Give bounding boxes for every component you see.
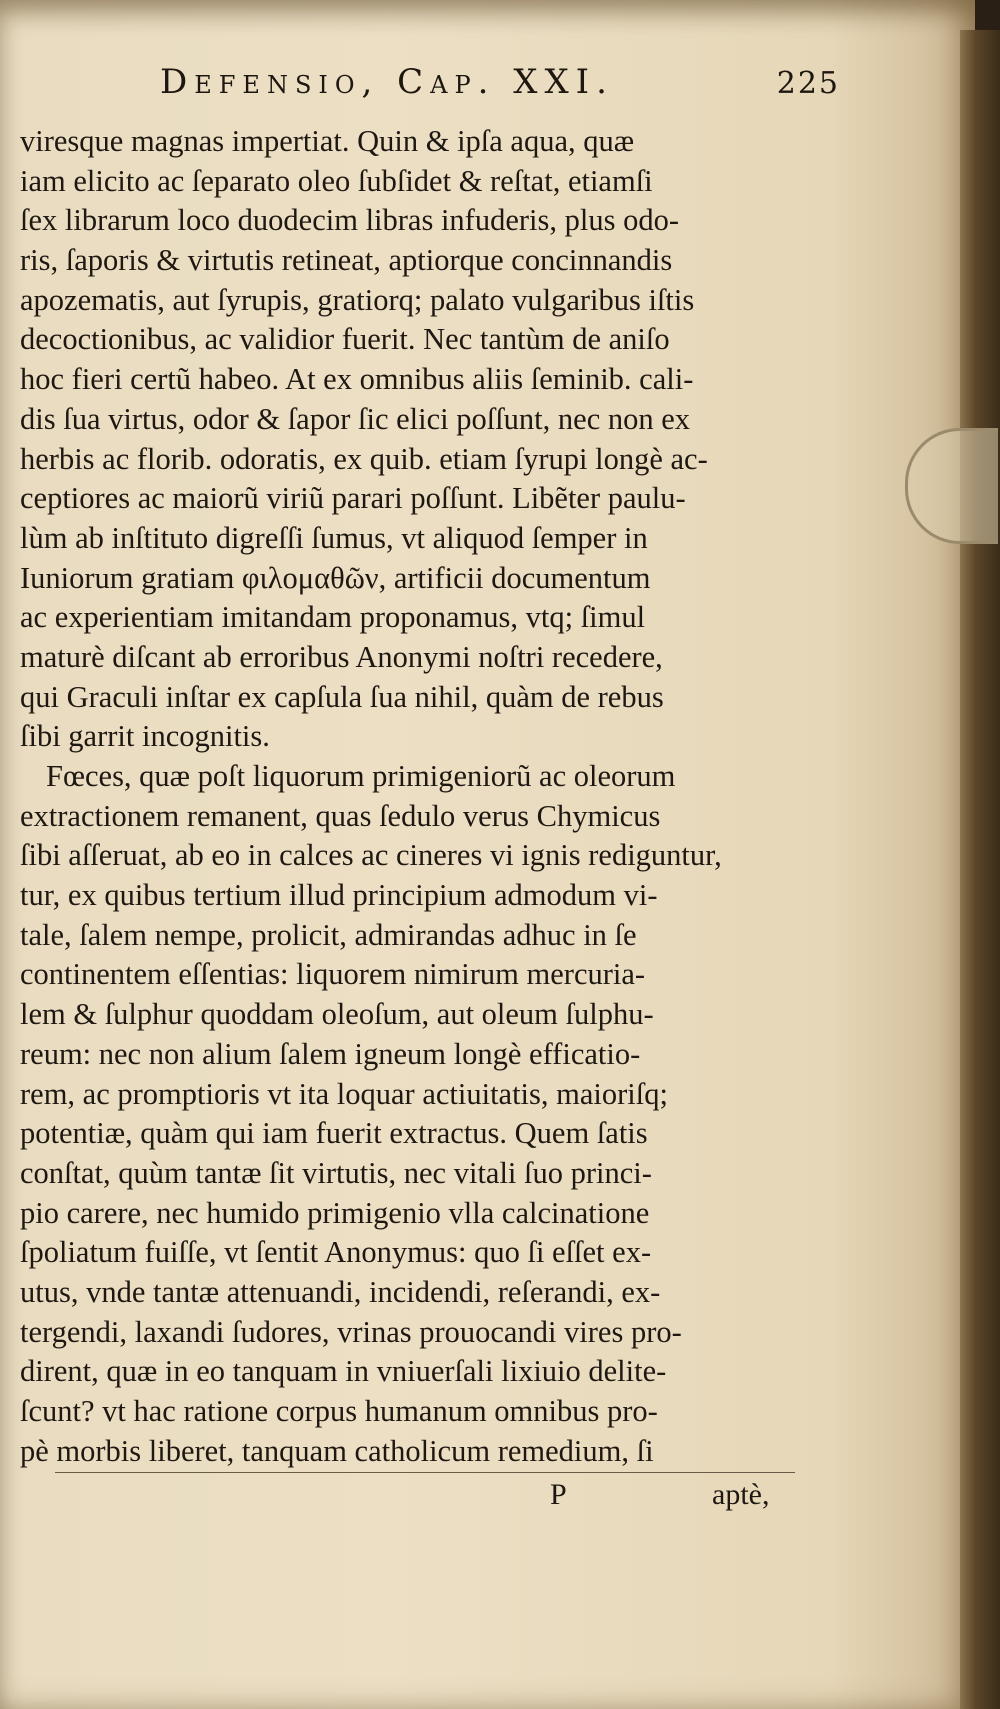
text-line: tergendi, laxandi ſudores, vrinas prouocandi vires pro- xyxy=(20,1314,682,1349)
text-line: ſibi garrit incognitis. xyxy=(20,719,270,754)
text-line: hoc fieri certũ habeo. At ex omnibus aliis ſeminib. cali- xyxy=(20,362,694,397)
text-line: tale, ſalem nempe, prolicit, admirandas adhuc in ſe xyxy=(20,917,637,952)
text-line: decoctionibus, ac validior fuerit. Nec tantùm de aniſo xyxy=(20,322,670,357)
body-text xyxy=(20,122,800,1471)
text-line: ſex librarum loco duodecim libras infuderis, plus odo- xyxy=(20,203,679,238)
text-line: dis ſua virtus, odor & ſapor ſic elici poſſunt, nec non ex xyxy=(20,401,691,436)
footer-rule xyxy=(55,1472,795,1473)
text-line: reum: nec non alium ſalem igneum longè efficatio- xyxy=(20,1036,641,1071)
page-clip xyxy=(905,428,998,544)
signature-mark: P xyxy=(550,1478,567,1511)
page-edge xyxy=(960,30,1000,1709)
text-line: tur, ex quibus tertium illud principium admodum vi- xyxy=(20,878,658,913)
text-line: continentem eſſentias: liquorem nimirum mercuria- xyxy=(20,957,646,992)
catchword: aptè, xyxy=(712,1478,770,1511)
text-line: ceptiores ac maiorũ viriũ parari poſſunt. Libẽter paulu- xyxy=(20,481,686,516)
text-line: ac experientiam imitandam proponamus, vtq; ſimul xyxy=(20,600,646,635)
page-header xyxy=(160,62,840,112)
text-line: ſpoliatum fuiſſe, vt ſentit Anonymus: quo ſi eſſet ex- xyxy=(20,1235,652,1270)
text-line: utus, vnde tantæ attenuandi, incidendi, reſerandi, ex- xyxy=(20,1274,661,1309)
text-line: apozematis, aut ſyrupis, gratiorq; palato vulgaribus iſtis xyxy=(20,282,695,317)
text-line: qui Graculi inſtar ex capſula ſua nihil, quàm de rebus xyxy=(20,679,664,714)
paragraph-start-line: Fœces, quæ poſt liquorum primigeniorũ ac oleorum xyxy=(46,759,676,793)
text-line: lùm ab inſtituto digreſſi ſumus, vt aliquod ſemper in xyxy=(20,520,648,555)
text-line: Iuniorum gratiam φιλομαθῶν, artificii documentum xyxy=(20,560,651,595)
text-line: pio carere, nec humido primigenio vlla calcinatione xyxy=(20,1195,650,1230)
page-number: 225 xyxy=(776,66,840,101)
text-line: ſcunt? vt hac ratione corpus humanum omnibus pro- xyxy=(20,1394,658,1428)
text-line: ris, ſaporis & virtutis retineat, aptiorque concinnandis xyxy=(20,243,673,278)
text-line: dirent, quæ in eo tanquam in vniuerſali lixiuio delite- xyxy=(20,1354,667,1389)
text-line: herbis ac florib. odoratis, ex quib. etiam ſyrupi longè ac- xyxy=(20,441,708,476)
text-line: lem & ſulphur quoddam oleoſum, aut oleum ſulphu- xyxy=(20,997,654,1032)
text-line: maturè diſcant ab erroribus Anonymi noſtri recedere, xyxy=(20,639,663,674)
text-line: extractionem remanent, quas ſedulo verus Chymicus xyxy=(20,798,661,833)
text-line: iam elicito ac ſeparato oleo ſubſidet & reſtat, etiamſi xyxy=(20,163,653,198)
text-line: ſibi aſſeruat, ab eo in calces ac cineres vi ignis rediguntur, xyxy=(20,838,722,873)
text-line: potentiæ, quàm qui iam fuerit extractus. Quem ſatis xyxy=(20,1116,648,1151)
text-line: viresque magnas impertiat. Quin & ipſa aqua, quæ xyxy=(20,124,635,158)
running-title: Defensio, Cap. XXI. xyxy=(160,62,614,102)
text-line: pè morbis liberet, tanquam catholicum remedium, ſi xyxy=(20,1433,654,1468)
text-line: conſtat, quùm tantæ ſit virtutis, nec vitali ſuo princi- xyxy=(20,1155,652,1190)
text-line: rem, ac promptioris vt ita loquar actiuitatis, maioriſq; xyxy=(20,1076,668,1111)
